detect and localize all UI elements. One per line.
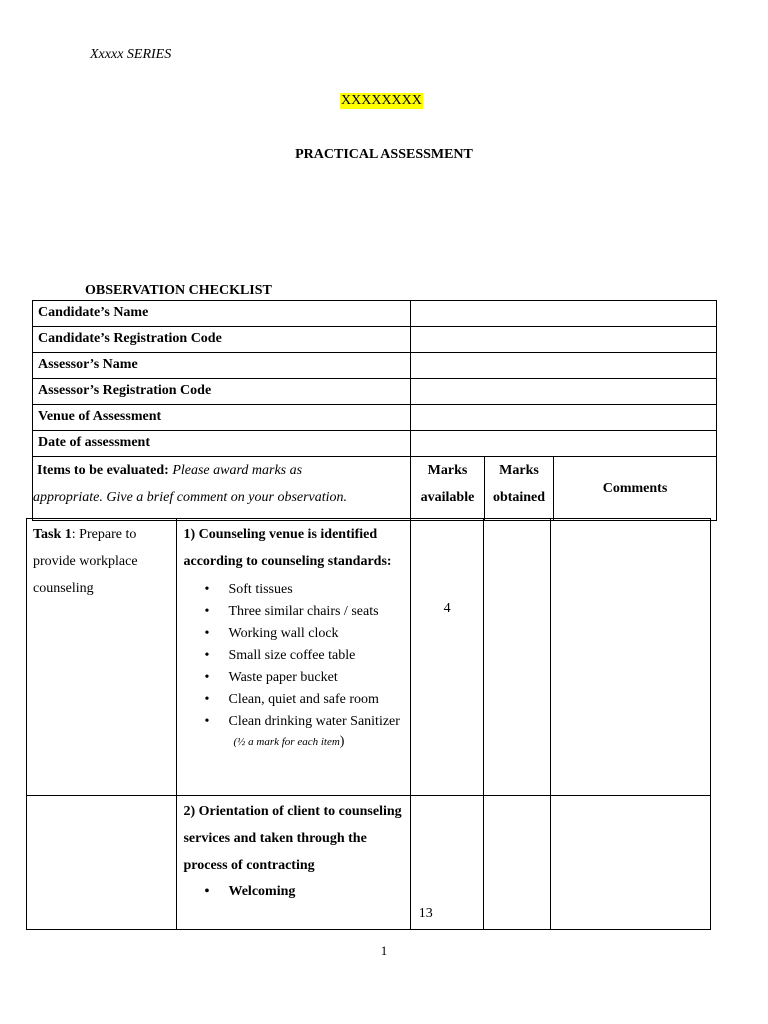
criterion-items-list bbox=[183, 881, 403, 903]
items-header-instruction: Please award marks as bbox=[172, 463, 303, 478]
marking-note-text: (½ a mark for each item bbox=[233, 736, 340, 748]
criterion-cell bbox=[177, 519, 410, 796]
list-item: • Three similar chairs / seats bbox=[228, 601, 403, 623]
task-label-bold: Task 1 bbox=[33, 527, 72, 542]
comments-header: Comments bbox=[554, 457, 717, 521]
info-label: Date of assessment bbox=[33, 431, 411, 457]
task-label-cell bbox=[27, 519, 177, 796]
info-row bbox=[33, 405, 717, 431]
checklist-title: OBSERVATION CHECKLIST bbox=[85, 283, 272, 298]
marks-available-cell bbox=[410, 796, 484, 930]
info-row bbox=[33, 327, 717, 353]
info-row bbox=[33, 353, 717, 379]
marks-available-value: 4 bbox=[443, 601, 451, 616]
marks-available-header bbox=[411, 457, 485, 521]
highlighted-code: XXXXXXXX bbox=[341, 93, 422, 108]
column-header-row bbox=[33, 457, 717, 521]
marks-obtained-field[interactable] bbox=[484, 796, 551, 930]
marks-available-cell bbox=[410, 519, 484, 796]
comments-field[interactable] bbox=[550, 796, 710, 930]
criterion-cell bbox=[177, 796, 410, 930]
comments-field[interactable] bbox=[550, 519, 710, 796]
info-label: Venue of Assessment bbox=[33, 405, 411, 431]
marking-note-close: ) bbox=[339, 734, 345, 749]
items-header-instruction-2: appropriate. Give a brief comment on your observation. bbox=[33, 490, 348, 505]
list-item: • Clean drinking water Sanitizer bbox=[228, 711, 403, 733]
info-value-field[interactable] bbox=[411, 379, 717, 405]
info-row bbox=[33, 431, 717, 457]
list-item: • Waste paper bucket bbox=[228, 667, 403, 689]
task-label-cell-empty bbox=[27, 796, 177, 930]
info-value-field[interactable] bbox=[411, 431, 717, 457]
marks-obtained-header bbox=[485, 457, 554, 521]
list-item: • Clean, quiet and safe room bbox=[228, 689, 403, 711]
list-item: • Working wall clock bbox=[228, 623, 403, 645]
info-value-field[interactable] bbox=[411, 353, 717, 379]
task-row bbox=[27, 796, 711, 930]
info-value-field[interactable] bbox=[411, 301, 717, 327]
info-value-field[interactable] bbox=[411, 405, 717, 431]
task-label-text: : Prepare to provide workplace counseling bbox=[33, 527, 138, 596]
info-label: Assessor’s Name bbox=[33, 353, 411, 379]
criterion-items-list bbox=[183, 579, 403, 733]
marks-obtained-line1: Marks bbox=[499, 463, 539, 478]
candidate-info-table bbox=[32, 300, 717, 521]
info-row bbox=[33, 301, 717, 327]
list-item: • Small size coffee table bbox=[228, 645, 403, 667]
info-label: Candidate’s Registration Code bbox=[33, 327, 411, 353]
marks-available-line2: available bbox=[420, 490, 475, 505]
marks-obtained-field[interactable] bbox=[484, 519, 551, 796]
task-table bbox=[26, 518, 711, 930]
info-label: Candidate’s Name bbox=[33, 301, 411, 327]
info-value-field[interactable] bbox=[411, 327, 717, 353]
items-header bbox=[33, 457, 411, 521]
criterion-title: 1) Counseling venue is identified according to counseling standards: bbox=[183, 527, 392, 569]
marks-obtained-line2: obtained bbox=[492, 490, 546, 505]
list-item: • Soft tissues bbox=[228, 579, 403, 601]
list-item: • Welcoming bbox=[228, 881, 403, 903]
marks-available-line1: Marks bbox=[427, 463, 468, 478]
info-label: Assessor’s Registration Code bbox=[33, 379, 411, 405]
page-number: 1 bbox=[380, 943, 388, 958]
marks-available-value: 13 bbox=[418, 906, 433, 921]
info-row bbox=[33, 379, 717, 405]
items-header-bold: Items to be evaluated: bbox=[37, 463, 169, 478]
page-title: PRACTICAL ASSESSMENT bbox=[295, 147, 473, 162]
marking-note bbox=[183, 733, 403, 751]
series-label: Xxxxx SERIES bbox=[90, 47, 172, 62]
task-row bbox=[27, 519, 711, 796]
criterion-title: 2) Orientation of client to counseling services and taken through the process of contracting bbox=[183, 804, 402, 873]
